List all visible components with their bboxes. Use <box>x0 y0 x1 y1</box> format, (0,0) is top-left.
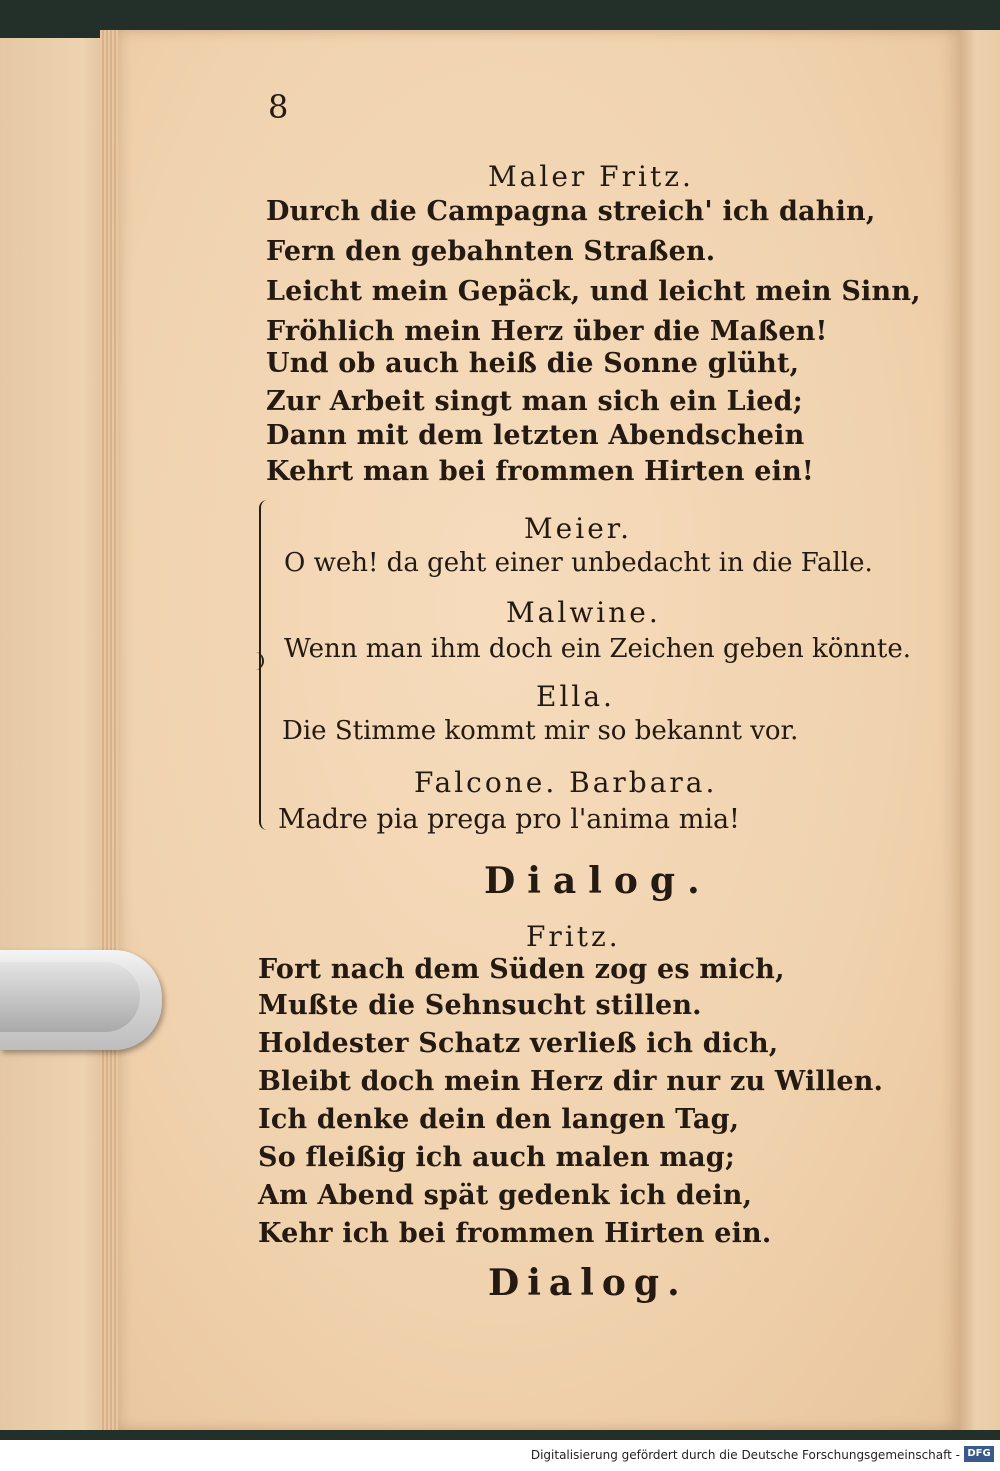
verse-line-6: Zur Arbeit singt man sich ein Lied; <box>266 386 803 417</box>
speaker-maler-fritz: Maler Fritz. <box>488 160 694 193</box>
verse-line-7: Dann mit dem letzten Abendschein <box>266 420 805 451</box>
verse2-line-4: Bleibt doch mein Herz dir nur zu Willen. <box>258 1066 884 1097</box>
verse2-line-8: Kehr ich bei frommen Hirten ein. <box>258 1218 772 1249</box>
page-number: 8 <box>268 88 289 126</box>
ensemble-line-malwine: Wenn man ihm doch ein Zeichen geben könnte. <box>284 634 912 664</box>
verse-line-5: Und ob auch heiß die Sonne glüht, <box>266 348 800 379</box>
speaker-fritz: Fritz. <box>526 920 621 953</box>
heading-dialog-1: Dialog. <box>484 860 712 902</box>
heading-dialog-2: Dialog. <box>488 1262 688 1304</box>
page-edge-right <box>960 30 1000 1430</box>
footer-credit: Digitalisierung gefördert durch die Deutsche Forschungsgemeinschaft - <box>530 1448 960 1462</box>
verse-line-4: Fröhlich mein Herz über die Maßen! <box>266 316 828 347</box>
speaker-ella: Ella. <box>536 680 615 713</box>
verse-line-1: Durch die Campagna streich' ich dahin, <box>266 196 876 227</box>
dfg-logo: DFG <box>964 1446 994 1462</box>
verse2-line-1: Fort nach dem Süden zog es mich, <box>258 954 785 985</box>
speaker-meier: Meier. <box>524 512 632 545</box>
ensemble-line-italian: Madre pia prega pro l'anima mia! <box>278 804 740 835</box>
verse2-line-7: Am Abend spät gedenk ich dein, <box>258 1180 753 1211</box>
speaker-malwine: Malwine. <box>506 596 661 629</box>
verse-line-2: Fern den gebahnten Straßen. <box>266 236 716 267</box>
ensemble-line-meier: O weh! da geht einer unbedacht in die Falle. <box>284 548 873 578</box>
verse-line-8: Kehrt man bei frommen Hirten ein! <box>266 456 814 487</box>
book-clip-inner <box>0 962 140 1032</box>
verse2-line-6: So fleißig ich auch malen mag; <box>258 1142 736 1173</box>
ensemble-line-ella: Die Stimme kommt mir so bekannt vor. <box>282 716 799 746</box>
verse2-line-2: Mußte die Sehnsucht stillen. <box>258 990 702 1021</box>
verse2-line-5: Ich denke dein den langen Tag, <box>258 1104 740 1135</box>
speaker-falcone-barbara: Falcone. Barbara. <box>414 766 718 799</box>
verse-line-3: Leicht mein Gepäck, und leicht mein Sinn, <box>266 276 921 307</box>
verse2-line-3: Holdester Schatz verließ ich dich, <box>258 1028 779 1059</box>
